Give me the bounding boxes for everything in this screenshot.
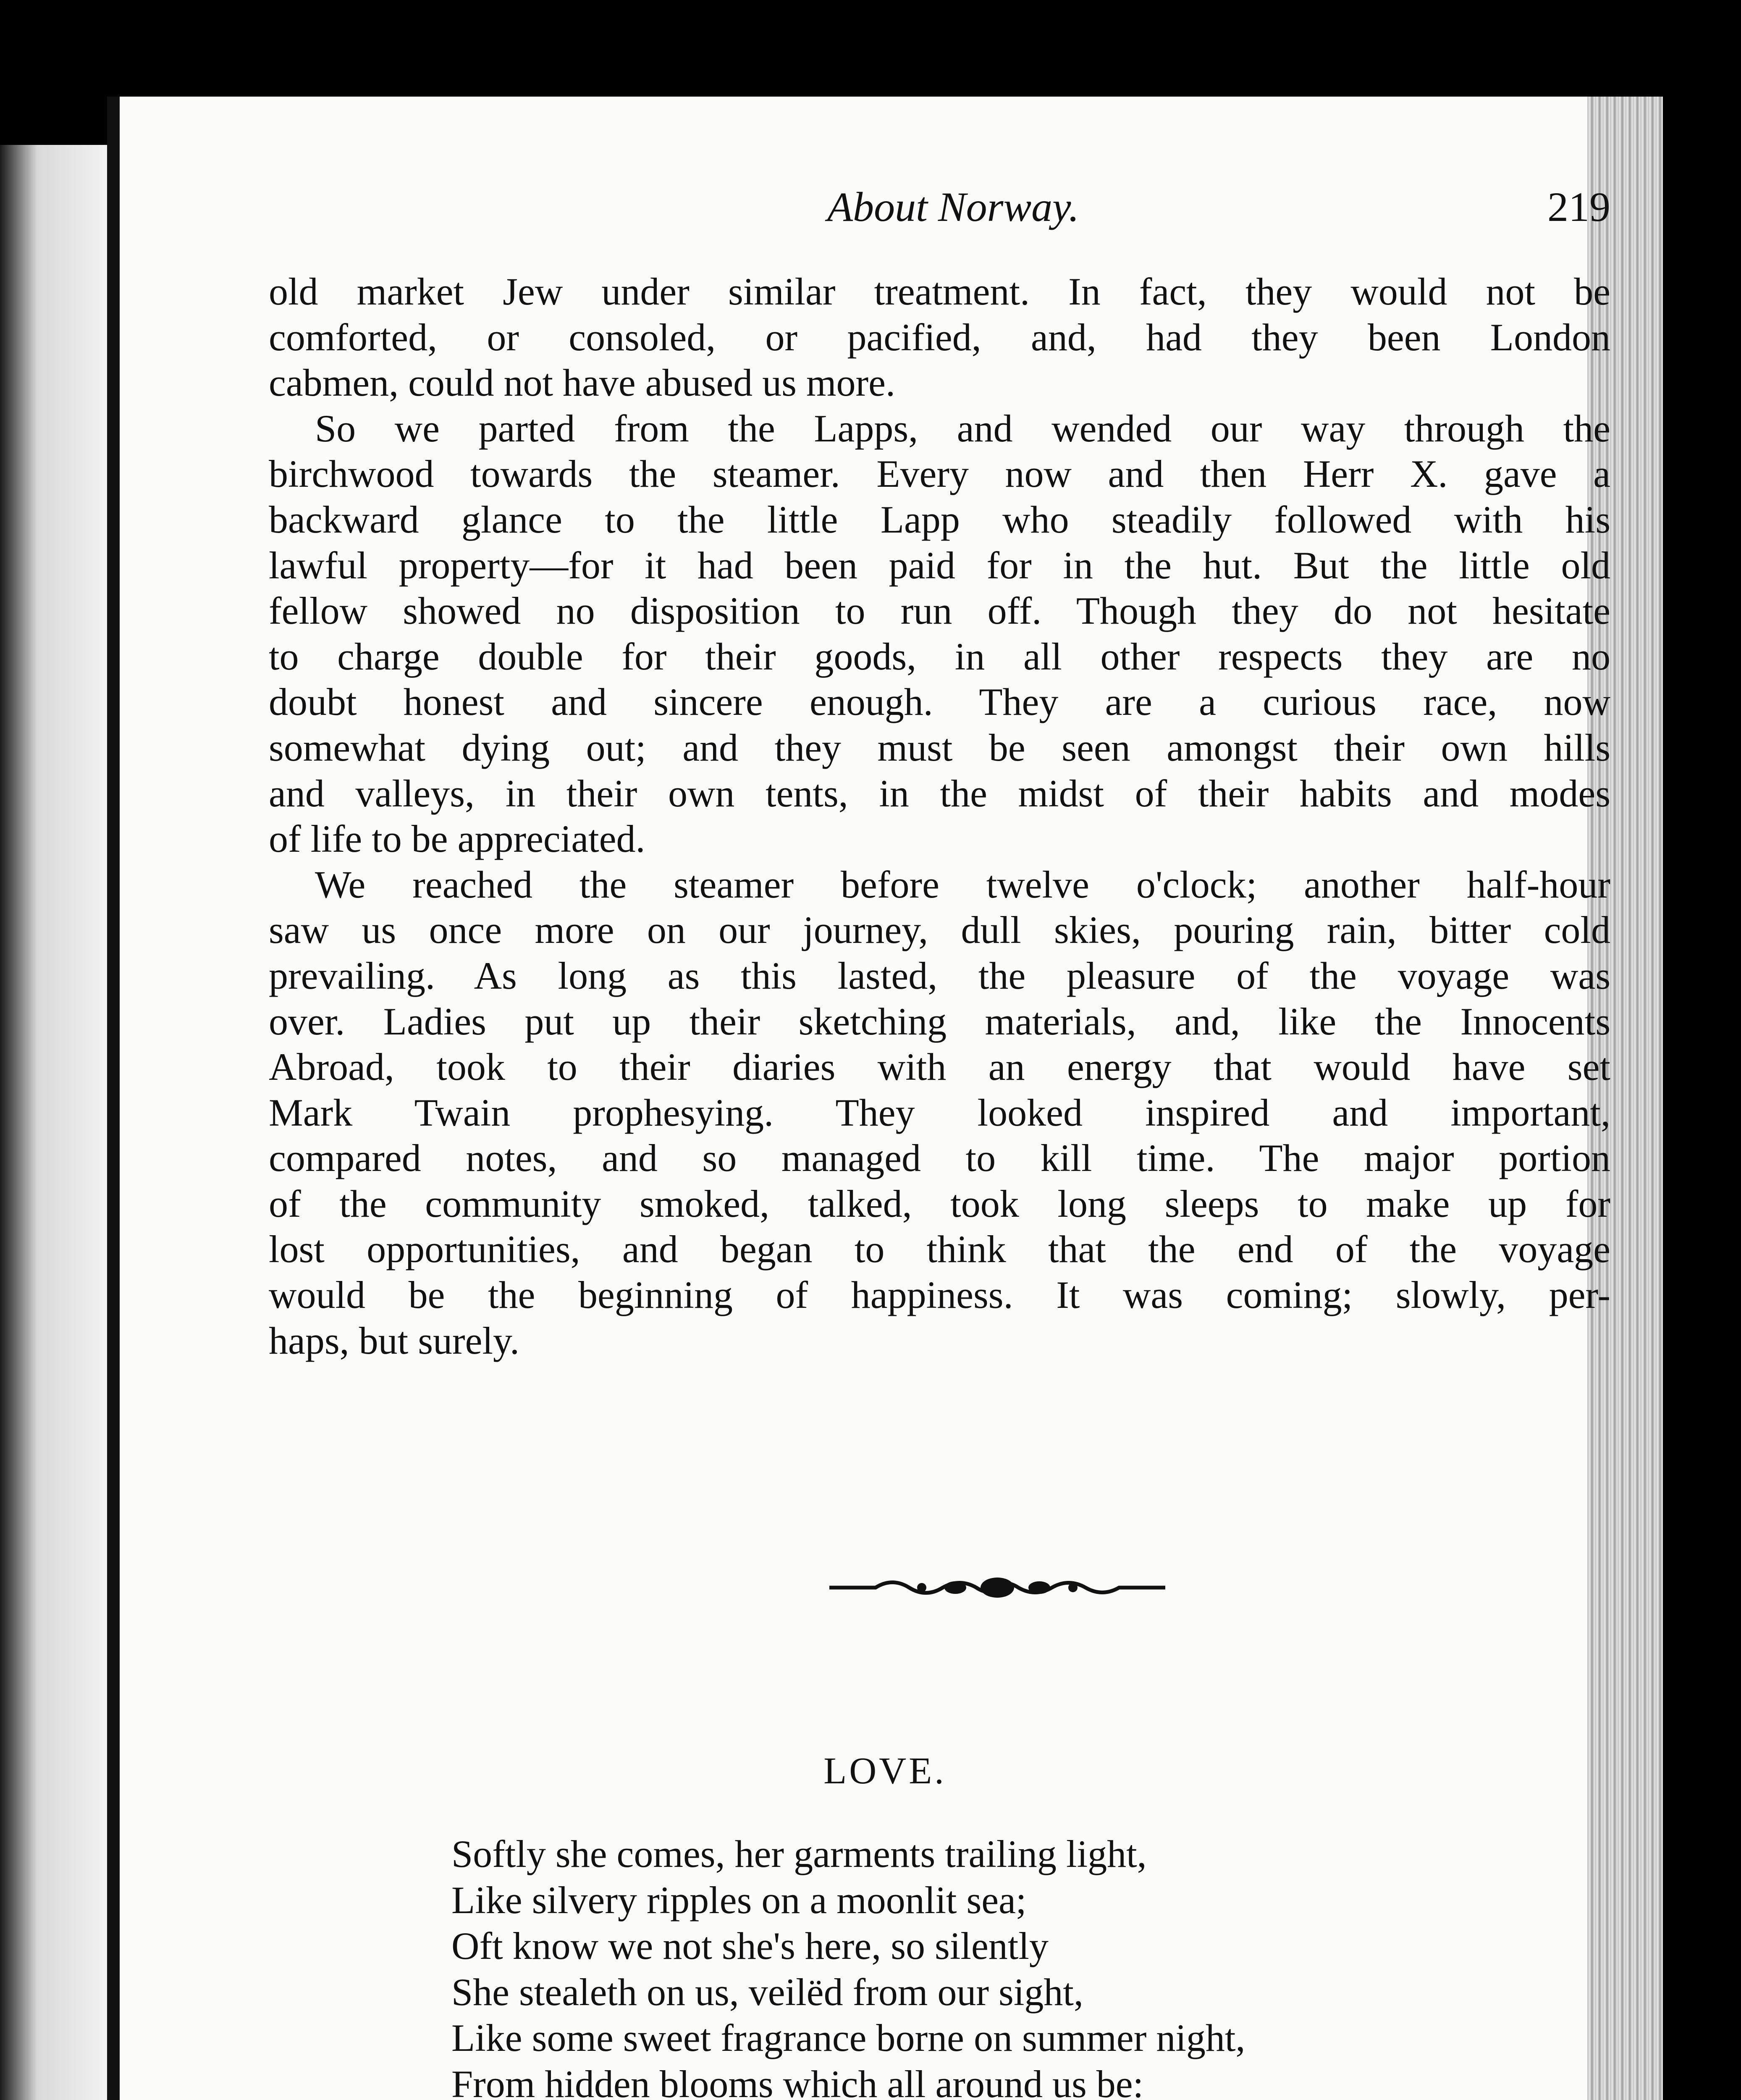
facing-page-edge [0, 145, 107, 2100]
poem-line: Softly she comes, her garments trailing light, [451, 1832, 1147, 1875]
text-line: to charge double for their goods, in all other respects they are no [269, 635, 1610, 678]
book-page [107, 97, 1663, 2100]
paragraph-2 [269, 406, 1610, 862]
text-line: of life to be appreciated. [269, 817, 645, 861]
text-line: So we parted from the Lapps, and wended our way through the [315, 407, 1610, 450]
text-line: old market Jew under similar treatment. In fact, they would not be [269, 270, 1610, 313]
text-line: Abroad, took to their diaries with an energy that would have set [269, 1045, 1610, 1089]
text-line: prevailing. As long as this lasted, the pleasure of the voyage was [269, 954, 1610, 997]
prose-body [269, 269, 1610, 1363]
text-line: and valleys, in their own tents, in the midst of their habits and modes [269, 772, 1610, 815]
text-line: somewhat dying out; and they must be seen amongst their own hills [269, 726, 1610, 769]
text-line: We reached the steamer before twelve o'clock; another half-hour [315, 863, 1610, 906]
text-line: birchwood towards the steamer. Every now and then Herr X. gave a [269, 452, 1610, 496]
page-header [269, 183, 1610, 246]
text-line: compared notes, and so managed to kill time. The major portion [269, 1137, 1610, 1180]
decorative-ornament-divider [829, 1573, 1165, 1602]
poem-title: LOVE. [823, 1750, 947, 1792]
text-line: would be the beginning of happiness. It was coming; slowly, per- [269, 1273, 1610, 1317]
poem-body [451, 1831, 1585, 2100]
page-gutter [107, 97, 120, 2100]
paragraph-1 [269, 269, 1610, 406]
poem-line: Like some sweet fragrance borne on summer night, [451, 2016, 1245, 2059]
text-line: lawful property—for it had been paid for in the hut. But the little old [269, 543, 1610, 587]
poem-line: From hidden blooms which all around us be: [451, 2062, 1144, 2100]
text-line: backward glance to the little Lapp who steadily followed with his [269, 498, 1610, 541]
running-title: About Norway. [827, 184, 1080, 230]
text-line: haps, but surely. [269, 1319, 520, 1362]
text-line: fellow showed no disposition to run off. Though they do not hesitate [269, 589, 1610, 633]
paragraph-3 [269, 862, 1610, 1364]
poem-line: Like silvery ripples on a moonlit sea; [451, 1878, 1027, 1922]
text-line: saw us once more on our journey, dull skies, pouring rain, bitter cold [269, 908, 1610, 952]
poem-line: Oft know we not she's here, so silently [451, 1924, 1049, 1967]
text-line: doubt honest and sincere enough. They are a curious race, now [269, 680, 1610, 724]
text-line: over. Ladies put up their sketching materials, and, like the Innocents [269, 1000, 1610, 1043]
text-line: Mark Twain prophesying. They looked inspired and important, [269, 1091, 1610, 1134]
text-line: of the community smoked, talked, took long sleeps to make up for [269, 1182, 1610, 1225]
text-line: cabmen, could not have abused us more. [269, 361, 895, 404]
text-line: comforted, or consoled, or pacified, and, had they been London [269, 315, 1610, 359]
text-line: lost opportunities, and began to think that the end of the voyage [269, 1228, 1610, 1271]
poem-line: She stealeth on us, veilëd from our sight, [451, 1970, 1083, 2013]
page-number: 219 [1547, 184, 1610, 230]
